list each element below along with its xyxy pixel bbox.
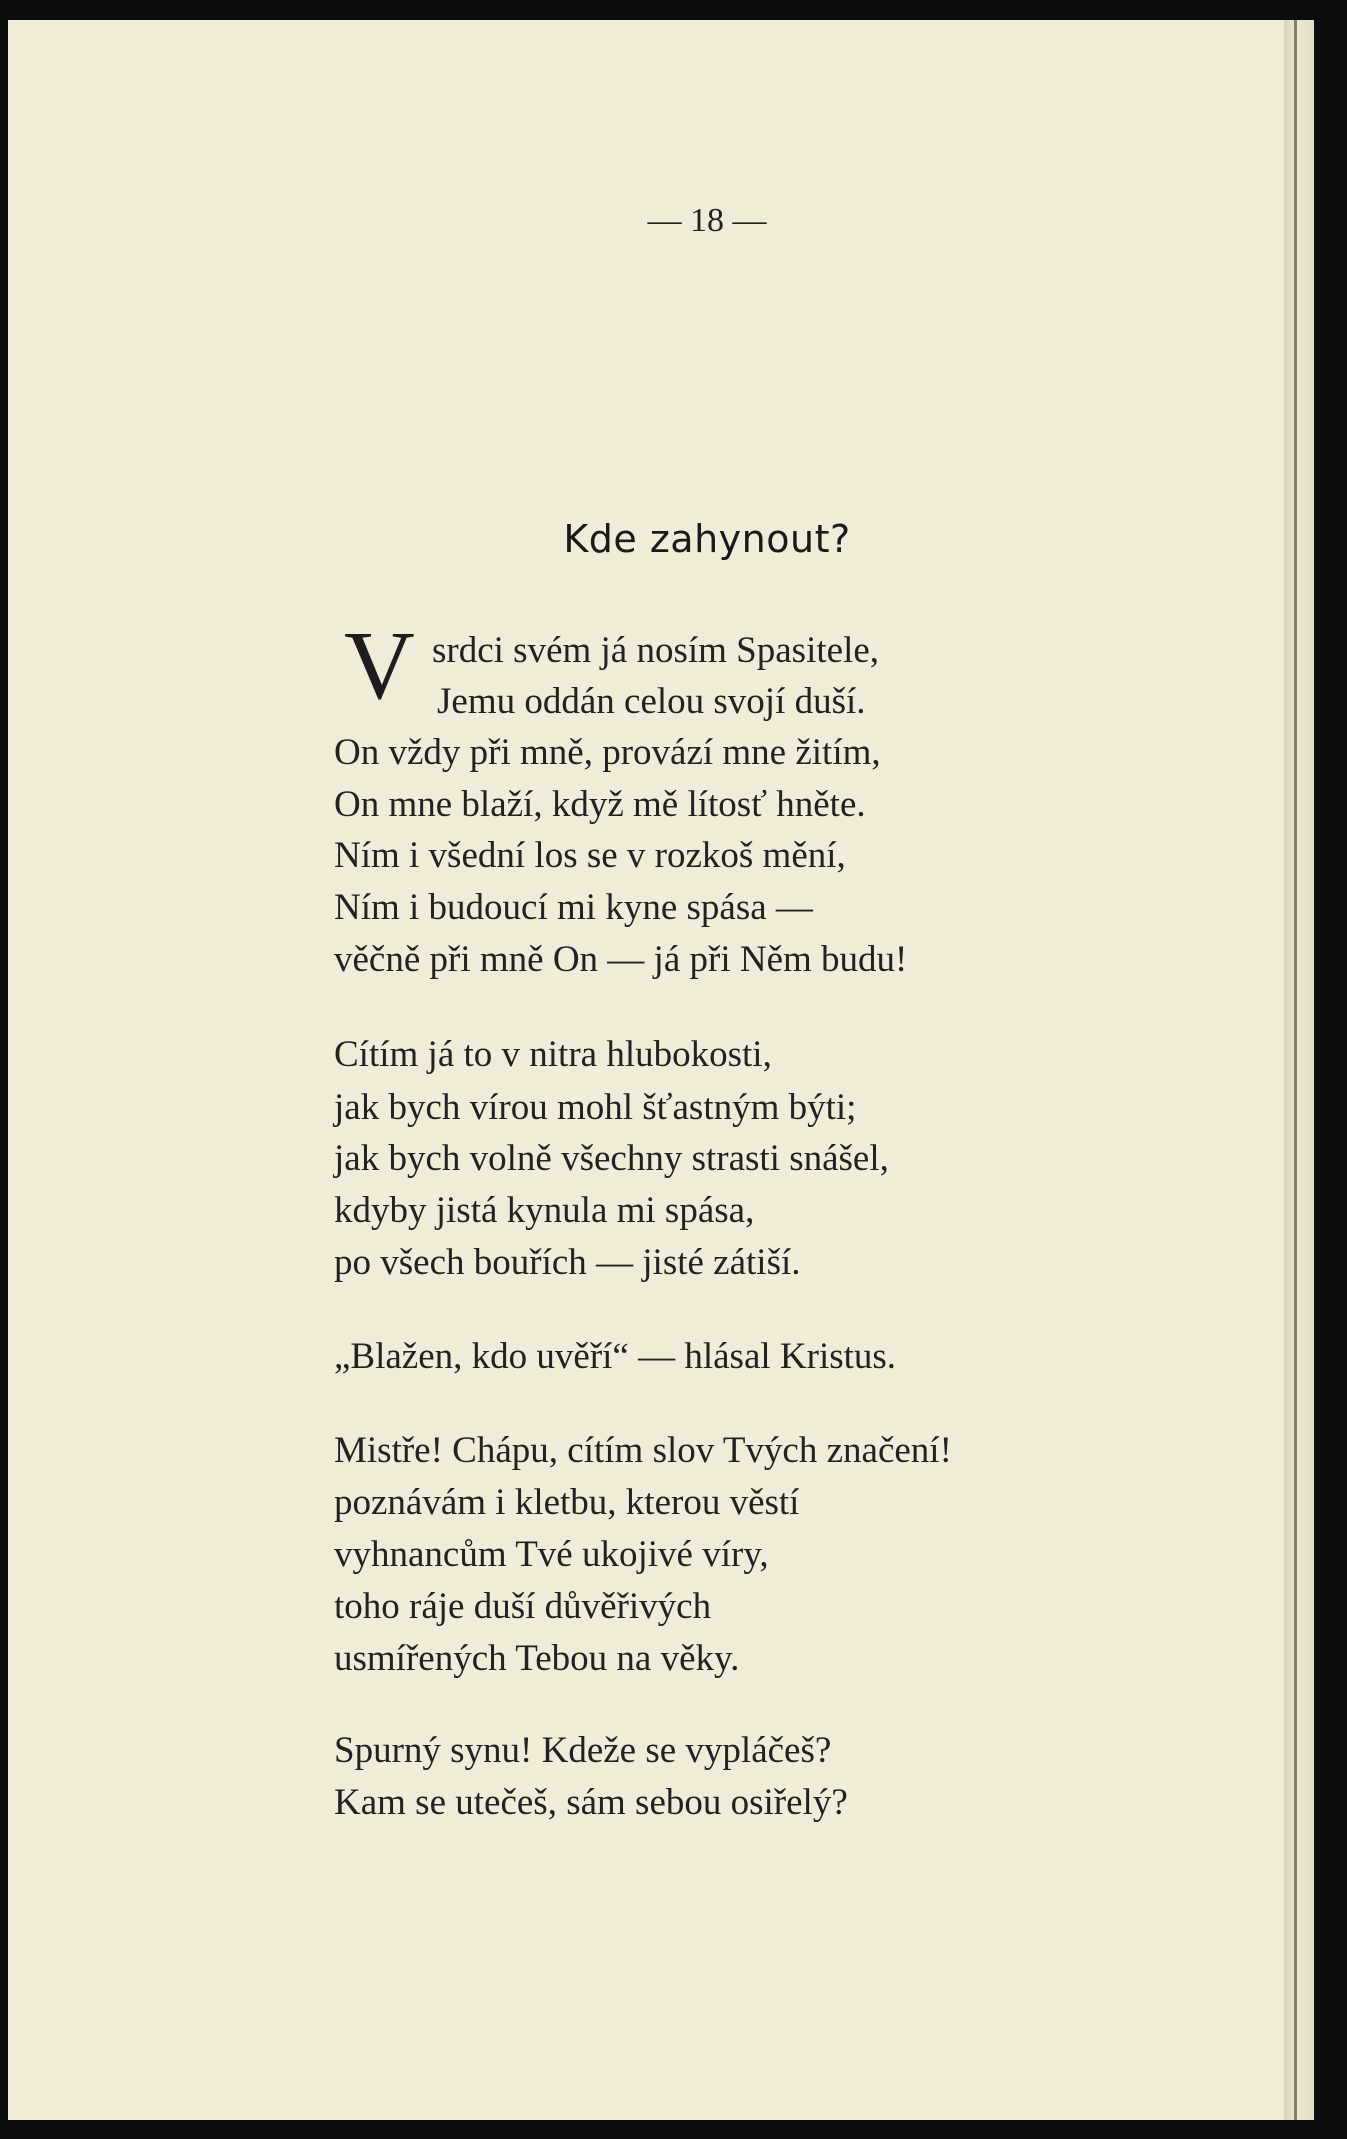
poem-line: On vždy při mně, provází mne žitím,: [334, 732, 881, 773]
poem-line: toho ráje duší důvěřivých: [334, 1586, 712, 1627]
poem-line: On mne blaží, když mě lítosť hněte.: [334, 784, 866, 825]
drop-cap: V: [344, 612, 415, 720]
poem-line: po všech bouřích — jisté zátiší.: [334, 1242, 801, 1283]
poem-line: poznávám i kletbu, kterou věstí: [334, 1482, 800, 1523]
poem-line: Mistře! Chápu, cítím slov Tvých značení!: [334, 1430, 952, 1471]
binding-line: [1294, 20, 1297, 2120]
poem-line: vyhnancům Tvé ukojivé víry,: [334, 1534, 769, 1575]
poem-line: jak bych volně všechny strasti snášel,: [334, 1138, 889, 1179]
poem-line: jak bych vírou mohl šťastným býti;: [334, 1087, 857, 1128]
poem-line: Spurný synu! Kdeže se vypláčeš?: [334, 1730, 832, 1771]
poem-line: srdci svém já nosím Spasitele,: [432, 630, 880, 671]
page-edge: [1284, 20, 1314, 2120]
poem-line: Kam se utečeš, sám sebou osiřelý?: [334, 1782, 848, 1823]
poem-title: Kde zahynout?: [563, 517, 851, 561]
poem-line: Cítím já to v nitra hlubokosti,: [334, 1034, 772, 1075]
page-number: — 18 —: [647, 202, 767, 239]
poem-line: Jemu oddán celou svojí duší.: [437, 681, 866, 722]
poem-line: „Blažen, kdo uvěří“ — hlásal Kristus.: [334, 1336, 897, 1377]
poem-line: kdyby jistá kynula mi spása,: [334, 1190, 755, 1231]
poem-line: Ním i budoucí mi kyne spása —: [334, 887, 813, 928]
poem-line: Ním i všední los se v rozkoš mění,: [334, 835, 846, 876]
poem-line: usmířených Tebou na věky.: [334, 1638, 740, 1679]
poem-line: věčně při mně On — já při Něm budu!: [334, 939, 908, 980]
